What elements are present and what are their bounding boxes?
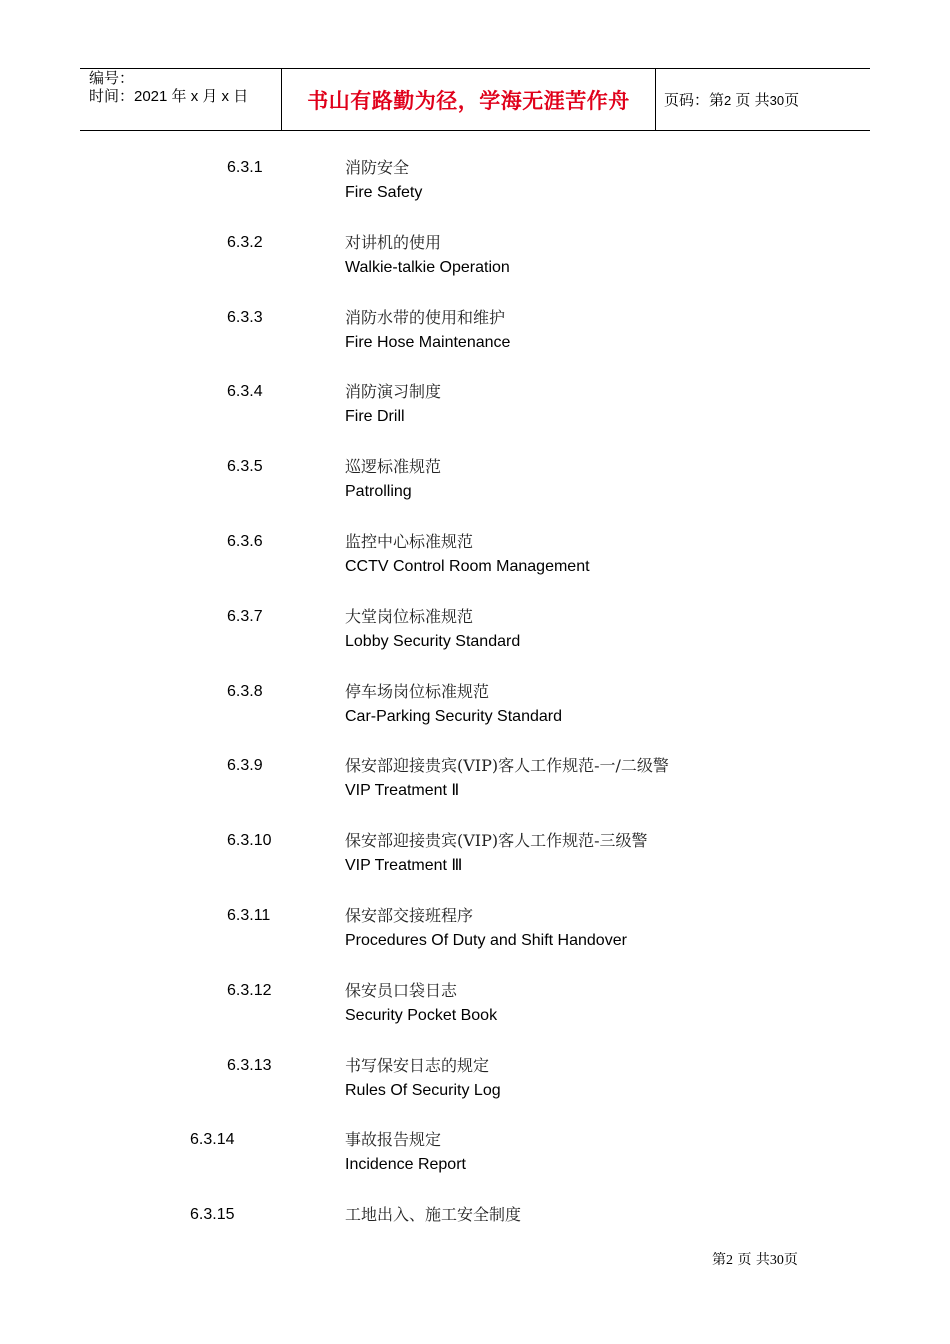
toc-entry-number: 6.3.8 — [227, 682, 263, 700]
toc-entry-title-zh: 保安部迎接贵宾(VIP)客人工作规范-三级警 — [345, 831, 648, 851]
toc-entry-number: 6.3.1 — [227, 159, 263, 176]
toc-entry-title-zh: 消防水带的使用和维护 — [345, 307, 506, 327]
toc-entry-title-en: CCTV Control Room Management — [345, 558, 590, 575]
toc-entry — [0, 607, 950, 657]
toc-entry-title-zh: 监控中心标准规范 — [345, 532, 474, 551]
motto: 书山有路勤为径，学海无涯苦作舟 — [307, 89, 630, 113]
toc-entry-number: 6.3.12 — [227, 981, 272, 999]
toc-entry-title-zh: 消防演习制度 — [345, 382, 442, 402]
toc-entry-title-zh: 对讲机的使用 — [345, 232, 442, 252]
toc-entry-title-en: Walkie-talkie Operation — [345, 258, 510, 276]
header-meta-cell — [80, 69, 281, 130]
toc-entry-title-zh: 事故报告规定 — [345, 1130, 442, 1150]
header-page-cell — [655, 69, 870, 130]
toc-entry-number: 6.3.2 — [227, 233, 263, 251]
toc-entry — [0, 1130, 950, 1180]
page-header — [80, 68, 870, 131]
page-footer — [712, 1249, 798, 1269]
toc-entry-number: 6.3.4 — [227, 383, 263, 401]
toc-entry-title-zh: 保安部交接班程序 — [345, 906, 474, 925]
toc-entry — [0, 682, 950, 732]
toc-entry-number: 6.3.7 — [227, 607, 263, 625]
toc-entry-title-en: Fire Safety — [345, 184, 423, 201]
toc-entry-number: 6.3.5 — [227, 458, 263, 476]
toc-entry-title-zh: 保安员口袋日志 — [345, 980, 458, 1000]
toc-entry-number: 6.3.6 — [227, 533, 263, 550]
toc-entry-title-zh: 巡逻标准规范 — [345, 457, 442, 477]
toc-entry-number: 6.3.11 — [227, 907, 271, 924]
toc-entry-number: 6.3.9 — [227, 757, 263, 775]
page-total: 30 — [769, 93, 785, 108]
toc-entry-number: 6.3.13 — [227, 1056, 272, 1074]
toc-entry — [0, 906, 950, 956]
page-indicator — [664, 89, 799, 110]
toc-entry — [0, 233, 950, 283]
toc-entry-title-zh: 保安部迎接贵宾(VIP)客人工作规范-一/二级警 — [345, 756, 669, 776]
toc-entry-title-en: Patrolling — [345, 483, 412, 501]
toc-entry-title-zh: 工地出入、施工安全制度 — [345, 1205, 522, 1225]
footer-total: 30 — [769, 1253, 784, 1268]
toc-entry-title-en: Lobby Security Standard — [345, 632, 521, 650]
footer-current: 2 — [726, 1253, 733, 1268]
toc-entry — [0, 756, 950, 806]
toc-entry-title-en: Fire Drill — [345, 408, 405, 426]
toc-entry-title-en: Car-Parking Security Standard — [345, 707, 562, 725]
toc-entry-title-en: VIP Treatment Ⅲ — [345, 857, 463, 875]
footer-prefix: 第 — [712, 1252, 726, 1268]
toc-entry-number: 6.3.15 — [190, 1206, 235, 1224]
toc-entry-title-zh: 消防安全 — [345, 158, 410, 177]
toc-entry — [0, 158, 950, 208]
toc-entry — [0, 382, 950, 432]
toc-entry-title-en: VIP Treatment Ⅱ — [345, 782, 460, 800]
header-motto-cell — [281, 69, 656, 130]
page-suffix: 页 — [784, 92, 800, 109]
page-current: 2 — [724, 93, 732, 108]
toc-entry — [0, 831, 950, 881]
number-label: 编号： — [89, 70, 135, 87]
toc-entry-title-en: Incidence Report — [345, 1156, 466, 1174]
toc-entry-title-en: Security Pocket Book — [345, 1006, 498, 1024]
toc-entry-number: 6.3.14 — [190, 1131, 235, 1149]
footer-mid: 页 共 — [737, 1252, 770, 1268]
toc-entry — [0, 1056, 950, 1106]
date-label: 时间：2021 年 x 月 x 日 — [89, 88, 249, 105]
toc-entry-number: 6.3.10 — [227, 832, 272, 850]
toc-entry — [0, 981, 950, 1031]
toc-entry — [0, 308, 950, 358]
toc-entry-title-zh: 大堂岗位标准规范 — [345, 606, 474, 626]
page-mid: 页 共 — [735, 92, 770, 109]
toc-entry-title-en: Fire Hose Maintenance — [345, 333, 511, 351]
toc-entry-title-en: Procedures Of Duty and Shift Handover — [345, 932, 627, 949]
toc-entry-title-en: Rules Of Security Log — [345, 1081, 501, 1099]
page-prefix: 页码：第 — [664, 92, 725, 109]
toc-entry — [0, 1205, 950, 1255]
toc-entry — [0, 457, 950, 507]
toc-entry-title-zh: 书写保安日志的规定 — [345, 1055, 490, 1075]
footer-suffix: 页 — [783, 1252, 798, 1268]
toc-entry-title-zh: 停车场岗位标准规范 — [345, 681, 490, 701]
toc-entry-number: 6.3.3 — [227, 308, 263, 326]
toc-entry — [0, 532, 950, 582]
